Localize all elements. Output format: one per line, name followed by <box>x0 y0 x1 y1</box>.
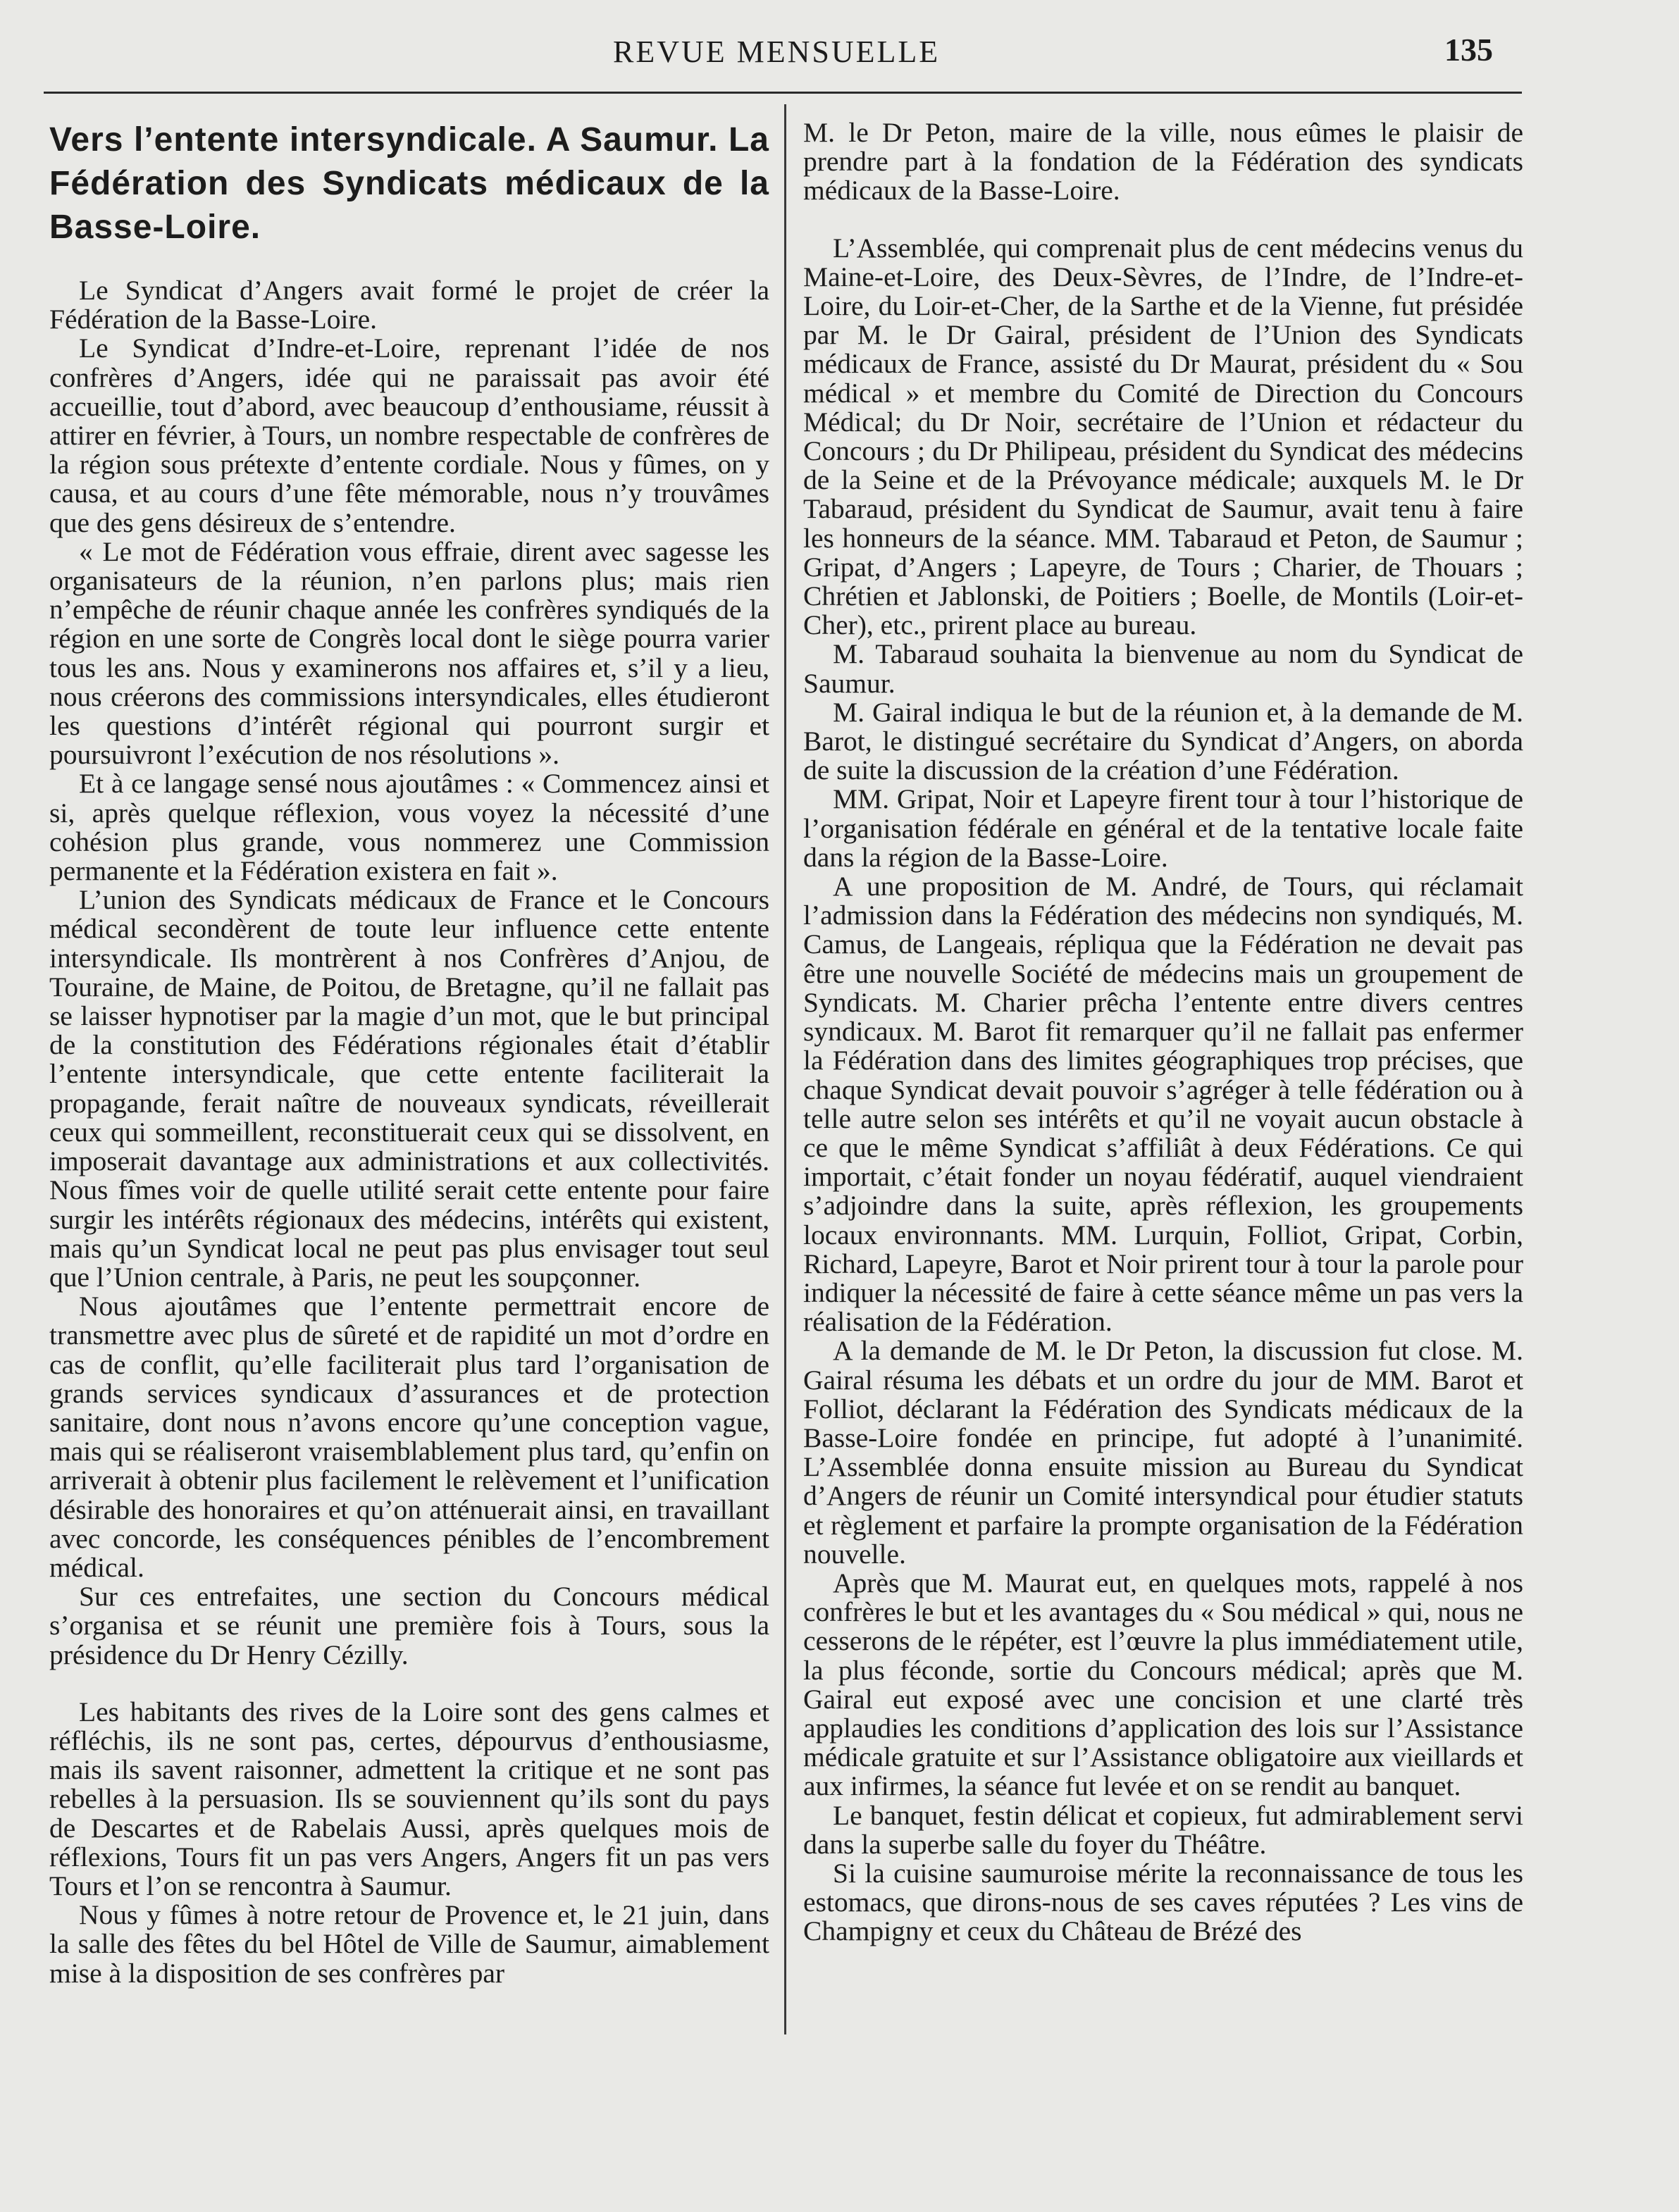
paragraph: MM. Gripat, Noir et Lapeyre firent tour à tour l’historique de l’organisation fédérale en général et de la tentative locale faite dans la région de la Basse-Loire. <box>803 783 1523 873</box>
paragraph: Nous ajoutâmes que l’entente permettrait encore de transmettre avec plus de sûreté et de rapidité un mot d’ordre en cas de conflit, qu’elle faciliterait plus tard l’organisation de grands services syndicaux d’assurances et de protection sanitaire, dont nous n’avons encore qu’une conception vague, mais qui se réaliseront vraisemblablement plus tard, qu’enfin on arriverait à obtenir plus facilement le relèvement et l’unification désirable des honoraires et qu’on atténuerait ainsi, en travaillant avec concorde, les conséquences pénibles de l’encombrement médical. <box>49 1291 769 1583</box>
paragraph: Après que M. Maurat eut, en quelques mots, rappelé à nos confrères le but et les avantages du « Sou médical » qui, nous ne cesserons de le répéter, est l’œuvre la plus immédiatement utile, la plus féconde, sortie du Concours médical; après que M. Gairal eut exposé avec une concision et une clarté très applaudies les conditions d’application des lois sur l’Assistance médicale gratuite et sur l’Assistance obligatoire aux vieillards et aux infirmes, la séance fut levée et on se rendit au banquet. <box>803 1567 1523 1802</box>
paragraph: Et à ce langage sensé nous ajoutâmes : « Commencez ainsi et si, après quelque réflexion, vous voyez la nécessité d’une cohésion plus grande, vous nommerez une Commission permanente et la Fédération existera en fait ». <box>49 768 769 887</box>
left-column <box>49 118 769 1988</box>
paragraph: Si la cuisine saumuroise mérite la reconnaissance de tous les estomacs, que dirons-nous de ses caves réputées ? Les vins de Champigny et ceux du Château de Brézé des <box>803 1857 1523 1947</box>
page-number: 135 <box>1444 32 1493 68</box>
paragraph: M. Gairal indiqua le but de la réunion et, à la demande de M. Barot, le distingué secrétaire du Syndicat d’Angers, on aborda de suite la discussion de la création d’une Fédération. <box>803 696 1523 786</box>
right-column <box>803 118 1523 1946</box>
paragraph: Le Syndicat d’Angers avait formé le projet de créer la Fédération de la Basse-Loire. <box>49 275 769 335</box>
paragraph: M. le Dr Peton, maire de la ville, nous eûmes le plaisir de prendre part à la fondation de la Fédération des syndicats médicaux de la Basse-Loire. <box>803 117 1523 206</box>
paragraph: L’union des Syndicats médicaux de France et le Concours médical secondèrent de toute leur influence cette entente intersyndicale. Ils montrèrent à nos Confrères d’Anjou, de Touraine, de Maine, de Poitou, de Bretagne, qu’il ne fallait pas se laisser hypnotiser par la magie d’un mot, que le but principal de la constitution des Fédérations régionales était d’établir l’entente intersyndicale, que cette entente faciliterait la propagande, ferait naître de nouveaux syndicats, réveillerait ceux qui sommeillent, reconstituerait ceux qui se dissolvent, en imposerait davantage aux administrations et aux collectivités. Nous fîmes voir de quelle utilité serait cette entente pour faire surgir les intérêts régionaux des médecins, intérêts qui existent, mais qu’un Syndicat local ne peut pas plus envisager tout seul que l’Union centrale, à Paris, ne peut les soupçonner. <box>49 884 769 1293</box>
article-title: Vers l’entente intersyndicale. A Saumur. La Fédération des Syndicats médicaux de la Basse-Loire. <box>49 121 769 246</box>
running-head <box>0 34 1679 76</box>
header-rule <box>44 92 1522 94</box>
paragraph: Le banquet, festin délicat et copieux, fut admirablement servi dans la superbe salle du foyer du Théâtre. <box>803 1799 1523 1860</box>
paragraph: Les habitants des rives de la Loire sont des gens calmes et réfléchis, ils ne sont pas, certes, dépourvus d’enthousiasme, mais ils savent raisonner, admettent la critique et ne sont pas rebelles à la persuasion. Ils se souviennent qu’ils sont du pays de Descartes et de Rabelais Aussi, après quelques mois de réflexions, Tours fit un pas vers Angers, Angers fit un pas vers Tours et l’on se rencontra à Saumur. <box>49 1696 769 1901</box>
paragraph: Le Syndicat d’Indre-et-Loire, reprenant l’idée de nos confrères d’Angers, idée qui ne paraissait pas avoir été accueillie, tout d’abord, avec beaucoup d’enthousiame, réussit à attirer en février, à Tours, un nombre respectable de confrères de la région sous prétexte d’entente cordiale. Nous y fûmes, on y causa, et au cours d’une fête mémorable, nous n’y trouvâmes que des gens désireux de s’entendre. <box>49 333 769 538</box>
paragraph: Sur ces entrefaites, une section du Concours médical s’organisa et se réunit une première fois à Tours, sous la présidence du Dr Henry Cézilly. <box>49 1581 769 1670</box>
column-divider <box>784 104 786 2034</box>
paragraph: M. Tabaraud souhaita la bienvenue au nom du Syndicat de Saumur. <box>803 638 1523 699</box>
paragraph: « Le mot de Fédération vous effraie, dirent avec sagesse les organisateurs de la réunion, n’en parlons plus; mais rien n’empêche de réunir chaque année les confrères syndiqués de la région en une sorte de Congrès local dont le siège pourra varier tous les ans. Nous y examinerons nos affaires et, s’il y a lieu, nous créerons des commissions intersyndicales, elles étudieront les questions d’intérêt régional qui pourront surgir et poursuivront l’exécution de nos résolutions ». <box>49 535 769 771</box>
paragraph: L’Assemblée, qui comprenait plus de cent médecins venus du Maine-et-Loire, des Deux-Sèvres, de l’Indre, de l’Indre-et-Loire, du Loir-et-Cher, de la Sarthe et de la Vienne, fut présidée par M. le Dr Gairal, président de l’Union des Syndicats médicaux de France, assisté du Dr Maurat, président du « Sou médical » et membre du Comité de Direction du Concours Médical; du Dr Noir, secrétaire de l’Union et rédacteur du Concours ; du Dr Philipeau, président du Syndicat des médecins de la Seine et de la Prévoyance médicale; auxquels M. le Dr Tabaraud, président du Syndicat de Saumur, avait tenu à faire les honneurs de la séance. MM. Tabaraud et Peton, de Saumur ; Gripat, d’Angers ; Lapeyre, de Tours ; Charier, de Thouars ; Chrétien et Jablonski, de Poitiers ; Boelle, de Montils (Loir-et-Cher), etc., prirent place au bureau. <box>803 232 1523 641</box>
running-title: REVUE MENSUELLE <box>613 35 941 69</box>
paragraph: A une proposition de M. André, de Tours, qui réclamait l’admission dans la Fédération des médecins non syndiqués, M. Camus, de Langeais, répliqua que la Fédération ne devait pas être une nouvelle Société de médecins mais un groupement de Syndicats. M. Charier prêcha l’entente entre divers centres syndicaux. M. Barot fit remarquer qu’il ne fallait pas enfermer la Fédération dans des limites géographiques trop précises, que chaque Syndicat devait pouvoir s’agréger à telle fédération ou à telle autre selon ses intérêts et qu’il ne voyait aucun obstacle à ce que le même Syndicat s’affiliât à deux Fédérations. Ce qui importait, c’était fonder un noyau fédératif, auquel viendraient s’adjoindre dans la suite, après réflexion, les groupements locaux environnants. MM. Lurquin, Folliot, Gripat, Corbin, Richard, Lapeyre, Barot et Noir prirent tour à tour la parole pour indiquer la nécessité de faire à cette séance même un pas vers la réalisation de la Fédération. <box>803 871 1523 1338</box>
paragraph: Nous y fûmes à notre retour de Provence et, le 21 juin, dans la salle des fêtes du bel Hôtel de Ville de Saumur, aimablement mise à la disposition de ses confrères par <box>49 1899 769 1989</box>
paragraph: A la demande de M. le Dr Peton, la discussion fut close. M. Gairal résuma les débats et un ordre du jour de MM. Barot et Folliot, déclarant la Fédération des Syndicats médicaux de la Basse-Loire fondée en principe, fut adopté à l’unanimité. L’Assemblée donna ensuite mission au Bureau du Syndicat d’Angers de réunir un Comité intersyndical pour étudier statuts et règlement et parfaire la prompte organisation de la Fédération nouvelle. <box>803 1335 1523 1570</box>
